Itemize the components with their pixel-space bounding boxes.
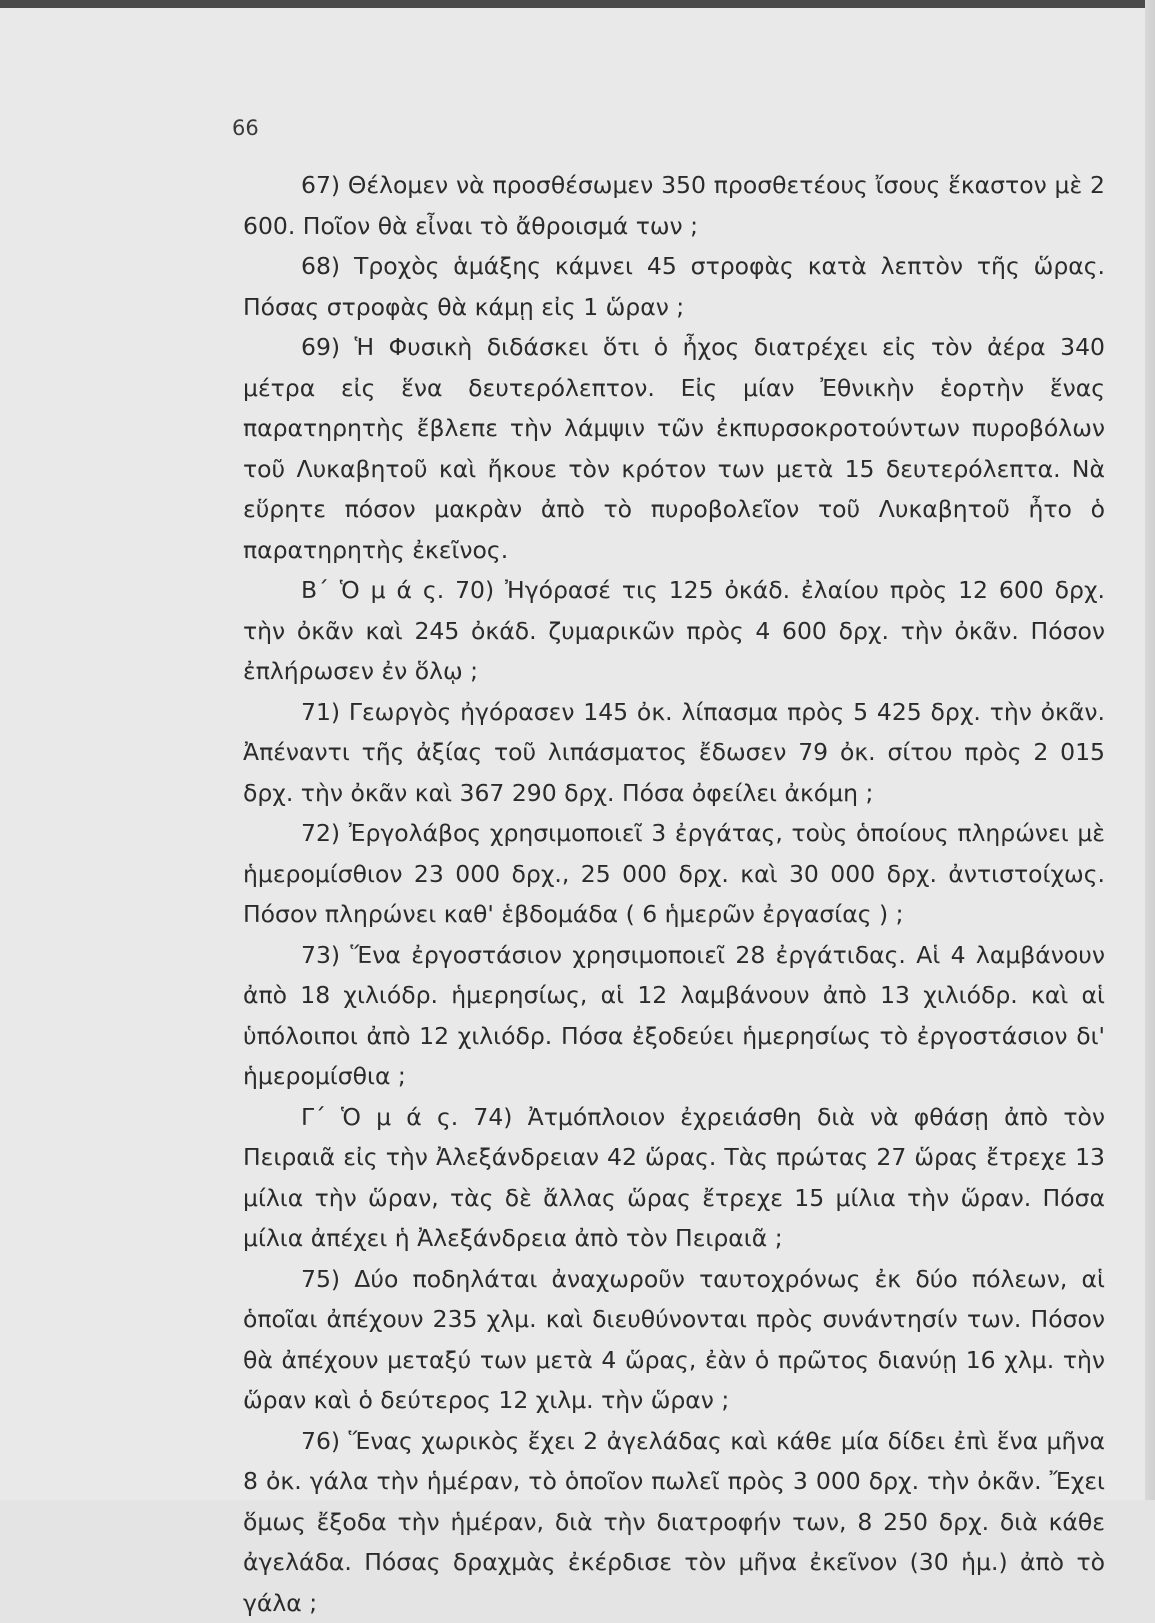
problems-text-block [243, 165, 1105, 1623]
problem-69: 69) Ἡ Φυσικὴ διδάσκει ὅτι ὁ ἦχος διατρέχει εἰς τὸν ἀέρα 340 μέτρα εἰς ἕνα δευτερόλεπτον. Εἰς μίαν Ἐθνικὴν ἑορτὴν ἕνας παρατηρητὴς ἔβλεπε τὴν λάμψιν τῶν ἐκπυρσοκροτούντων πυροβόλων τοῦ Λυκαβητοῦ καὶ ἤκουε τὸν κρότον των μετὰ 15 δευτερόλεπτα. Νὰ εὕρητε πόσον μακρὰν ἀπὸ τὸ πυροβολεῖον τοῦ Λυκαβητοῦ ἦτο ὁ παρατηρητὴς ἐκεῖνος. [243, 327, 1105, 570]
problem-74-group-c: Γ΄ Ὁ μ ά ς. 74) Ἀτμόπλοιον ἐχρειάσθη διὰ νὰ φθάσῃ ἀπὸ τὸν Πειραιᾶ εἰς τὴν Ἀλεξάνδρειαν 42 ὥρας. Τὰς πρώτας 27 ὥρας ἔτρεχε 13 μίλια τὴν ὥραν, τὰς δὲ ἄλλας ὥρας ἔτρεχε 15 μίλια τὴν ὥραν. Πόσα μίλια ἀπέχει ἡ Ἀλεξάνδρεια ἀπὸ τὸν Πειραιᾶ ; [243, 1097, 1105, 1259]
page-number: 66 [232, 116, 259, 140]
problem-72: 72) Ἐργολάβος χρησιμοποιεῖ 3 ἐργάτας, τοὺς ὁποίους πληρώνει μὲ ἡμερομίσθιον 23 000 δρχ., 25 000 δρχ. καὶ 30 000 δρχ. ἀντιστοίχως. Πόσον πληρώνει καθ' ἑβδομάδα ( 6 ἡμερῶν ἐργασίας ) ; [243, 813, 1105, 935]
scan-right-edge [1145, 0, 1155, 1500]
problem-76: 76) Ἕνας χωρικὸς ἔχει 2 ἀγελάδας καὶ κάθε μία δίδει ἐπὶ ἕνα μῆνα 8 ὀκ. γάλα τὴν ἡμέραν, τὸ ὁποῖον πωλεῖ πρὸς 3 000 δρχ. τὴν ὀκᾶν. Ἔχει ὅμως ἔξοδα τὴν ἡμέραν, διὰ τὴν διατροφήν των, 8 250 δρχ. διὰ κάθε ἀγελάδα. Πόσας δραχμὰς ἐκέρδισε τὸν μῆνα ἐκεῖνον (30 ἡμ.) ἀπὸ τὸ γάλα ; [243, 1421, 1105, 1623]
problem-73: 73) Ἕνα ἐργοστάσιον χρησιμοποιεῖ 28 ἐργάτιδας. Αἱ 4 λαμβάνουν ἀπὸ 18 χιλιόδρ. ἡμερησίως, αἱ 12 λαμβάνουν ἀπὸ 13 χιλιόδρ. καὶ αἱ ὑπόλοιποι ἀπὸ 12 χιλιόδρ. Πόσα ἐξοδεύει ἡμερησίως τὸ ἐργοστάσιον δι' ἡμερομίσθια ; [243, 935, 1105, 1097]
problem-67: 67) Θέλομεν νὰ προσθέσωμεν 350 προσθετέους ἴσους ἕκαστον μὲ 2 600. Ποῖον θὰ εἶναι τὸ ἄθροισμά των ; [243, 165, 1105, 246]
problem-75: 75) Δύο ποδηλάται ἀναχωροῦν ταυτοχρόνως ἐκ δύο πόλεων, αἱ ὁποῖαι ἀπέχουν 235 χλμ. καὶ διευθύνονται πρὸς συνάντησίν των. Πόσον θὰ ἀπέχουν μεταξύ των μετὰ 4 ὥρας, ἐὰν ὁ πρῶτος διανύῃ 16 χλμ. τὴν ὥραν καὶ ὁ δεύτερος 12 χιλμ. τὴν ὥραν ; [243, 1259, 1105, 1421]
scan-top-edge [0, 0, 1155, 8]
problem-68: 68) Τροχὸς ἁμάξης κάμνει 45 στροφὰς κατὰ λεπτὸν τῆς ὥρας. Πόσας στροφὰς θὰ κάμῃ εἰς 1 ὥραν ; [243, 246, 1105, 327]
problem-70-group-b: Β΄ Ὁ μ ά ς. 70) Ἠγόρασέ τις 125 ὀκάδ. ἐλαίου πρὸς 12 600 δρχ. τὴν ὀκᾶν καὶ 245 ὀκάδ. ζυμαρικῶν πρὸς 4 600 δρχ. τὴν ὀκᾶν. Πόσον ἐπλήρωσεν ἐν ὅλῳ ; [243, 570, 1105, 692]
book-page [0, 8, 1145, 1500]
problem-71: 71) Γεωργὸς ἠγόρασεν 145 ὀκ. λίπασμα πρὸς 5 425 δρχ. τὴν ὀκᾶν. Ἀπέναντι τῆς ἀξίας τοῦ λιπάσματος ἔδωσεν 79 ὀκ. σίτου πρὸς 2 015 δρχ. τὴν ὀκᾶν καὶ 367 290 δρχ. Πόσα ὀφείλει ἀκόμη ; [243, 692, 1105, 814]
